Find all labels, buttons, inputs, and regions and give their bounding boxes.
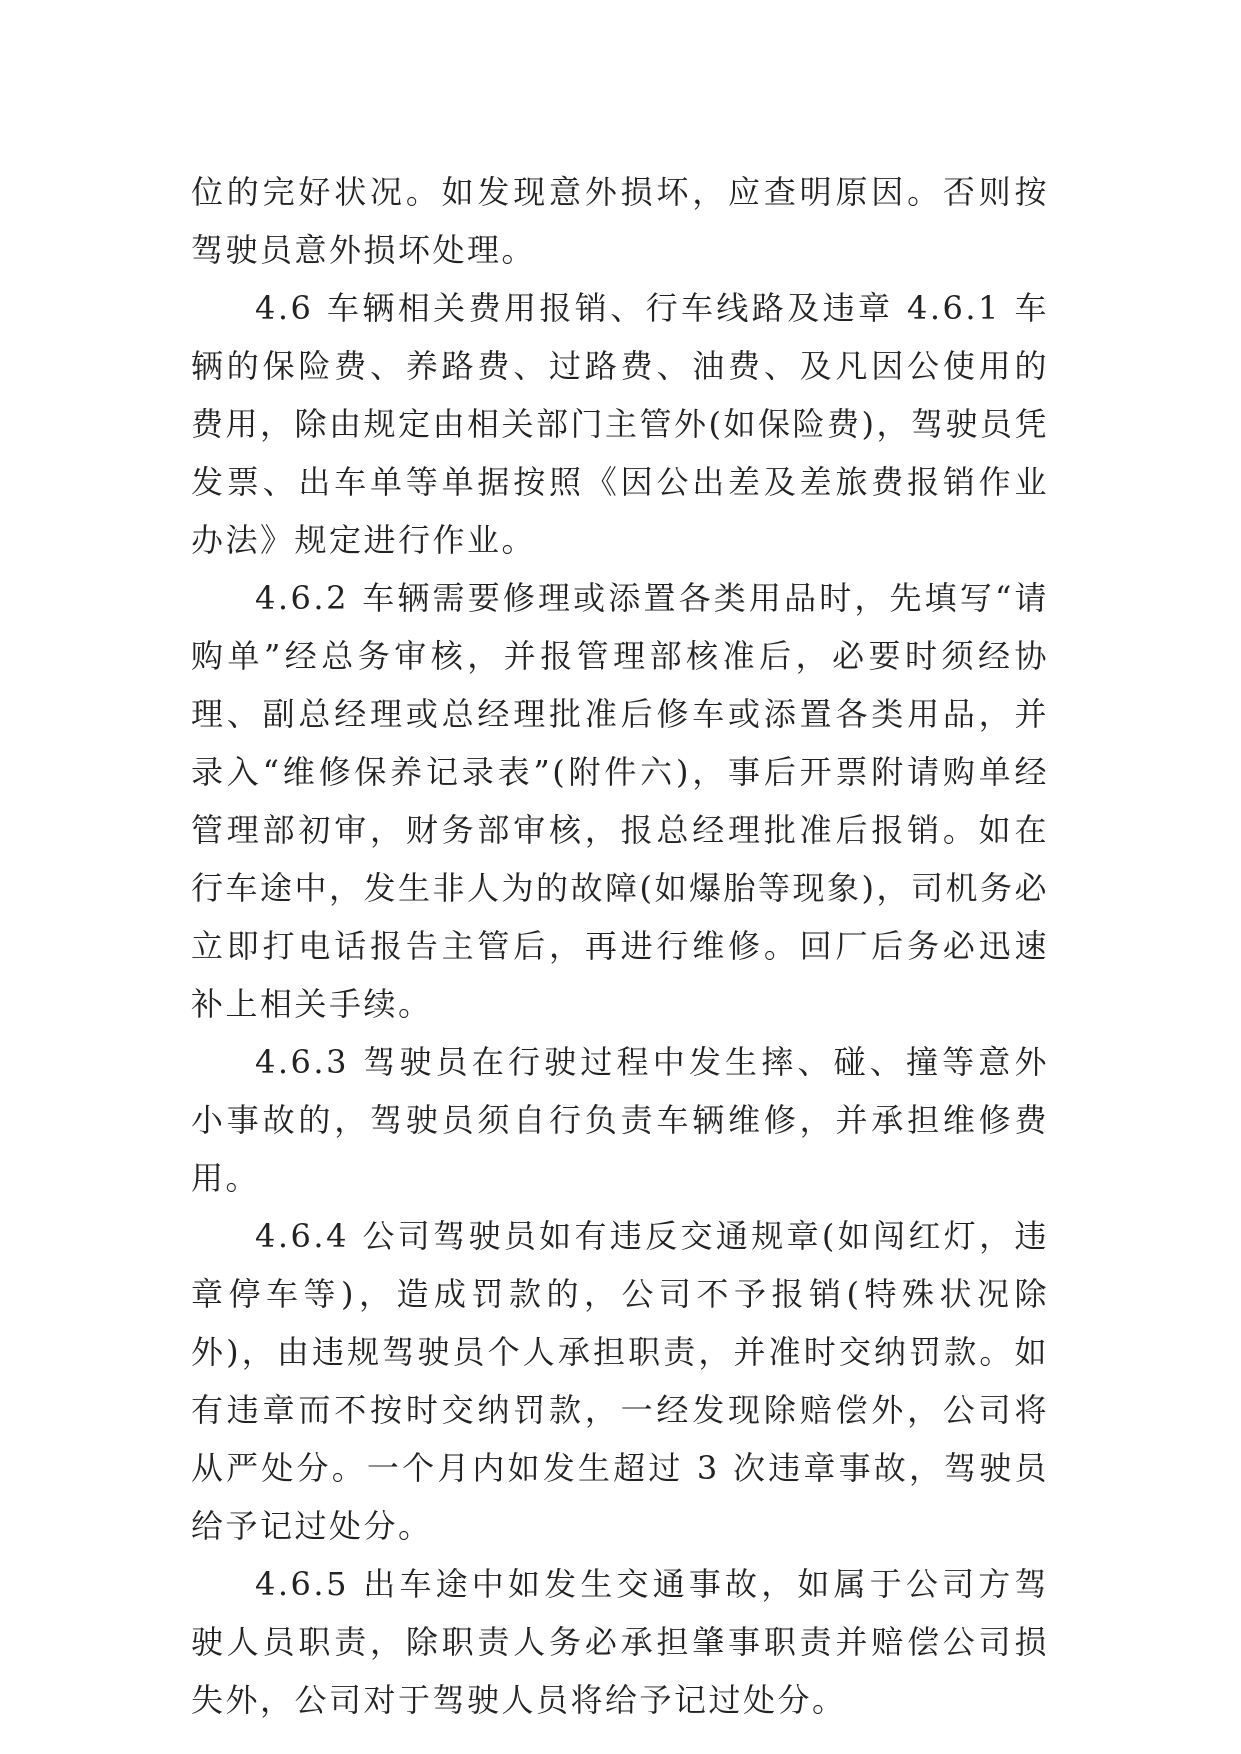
paragraph-4-6-2: 4.6.2 车辆需要修理或添置各类用品时，先填写“请购单”经总务审核，并报管理部核准后，必要时须经协理、副总经理或总经理批准后修车或添置各类用品，并录入“维修保养记录表”(附件六)，事后开票附请购单经管理部初审，财务部审核，报总经理批准后报销。如在行车途中，发生非人为的故障(如爆胎等现象)，司机务必立即打电话报告主管后，再进行维修。回厂后务必迅速补上相关手续。 xyxy=(191,579,1049,1023)
document-body xyxy=(191,163,1049,1729)
paragraph-4-6: 4.6 车辆相关费用报销、行车线路及违章 4.6.1 车辆的保险费、养路费、过路费、油费、及凡因公使用的费用，除由规定由相关部门主管外(如保险费)，驾驶员凭发票、出车单等单据按照《因公出差及差旅费报销作业办法》规定进行作业。 xyxy=(191,289,1049,559)
paragraph-continuation: 位的完好状况。如发现意外损坏，应查明原因。否则按驾驶员意外损坏处理。 xyxy=(191,173,1049,269)
paragraph-4-6-4: 4.6.4 公司驾驶员如有违反交通规章(如闯红灯，违章停车等)，造成罚款的，公司不予报销(特殊状况除外)，由违规驾驶员个人承担职责，并准时交纳罚款。如有违章而不按时交纳罚款，一经发现除赔偿外，公司将从严处分。一个月内如发生超过 3 次违章事故，驾驶员给予记过处分。 xyxy=(191,1217,1049,1545)
paragraph-4-6-3: 4.6.3 驾驶员在行驶过程中发生摔、碰、撞等意外小事故的，驾驶员须自行负责车辆维修，并承担维修费用。 xyxy=(191,1043,1049,1197)
paragraph-4-6-5: 4.6.5 出车途中如发生交通事故，如属于公司方驾驶人员职责，除职责人务必承担肇事职责并赔偿公司损失外，公司对于驾驶人员将给予记过处分。 xyxy=(191,1565,1049,1719)
